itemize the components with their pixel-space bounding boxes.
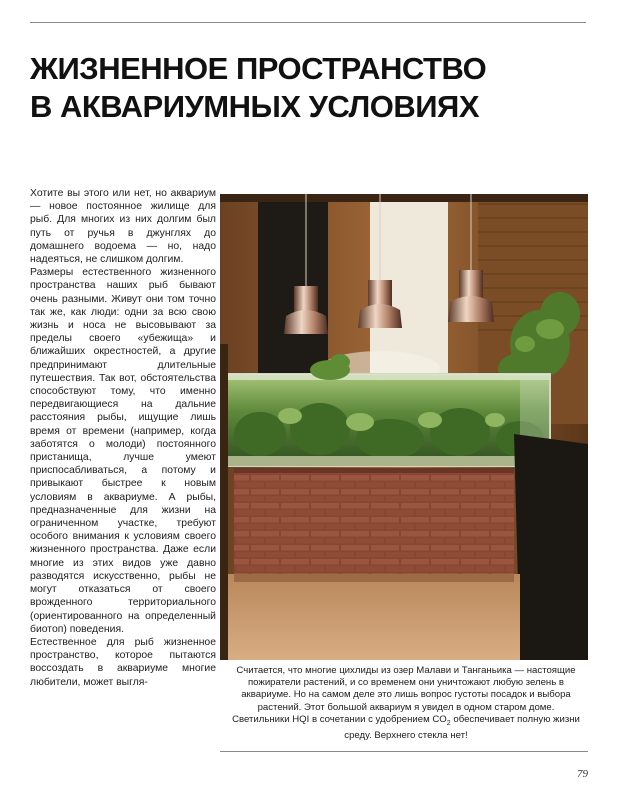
body-paragraph-2: Размеры естественного жизненного пространства наших рыб бывают очень разными. Живут они том точно так же, как люди: одни за всю свою жизнь и носа не высовывают за пределы своего «убежища» и ближайших окрестностей, а другие предпринимают длительные путешествия. Так вот, обстоятельства способствуют тому, что именно передвигающиеся на дальние расстояния рыбы, ищущие лишь время от времени (например, когда заботятся о молоди) постоянного пристанища, лучше умеют приспосабливаться, а потому и привыкают быстрее к новым условиям в аквариуме. А рыбы, предназначенные для жизни на ограниченном участке, требуют особого внимания к условиям своего жизненного пространства. Даже если многие из этих видов уже давно разводятся искусственно, рыбы не могут отказаться от своего врожденного территориального (ориентированного на определенный биотоп) поведения.	[30, 267, 216, 635]
page-title	[30, 50, 590, 126]
caption-subscript: 2	[446, 719, 451, 727]
title-line-1: ЖИЗНЕННОЕ ПРОСТРАНСТВО	[30, 51, 487, 86]
body-paragraph-1: Хотите вы этого или нет, но аквариум — новое постоянное жилище для рыб. Для многих из них долгим был путь от ручья в джунглях до домашнего водоема — но, надо надеяться, не слишком долгим.	[30, 188, 216, 266]
top-rule	[30, 22, 586, 23]
caption-text-2: обеспечивает полную жизни среду. Верхнего стекла нет!	[344, 713, 580, 741]
bottom-rule	[220, 751, 588, 752]
body-paragraph-3: Естественное для рыб жизненное пространство, которое пытаются воссоздать в аквариуме многие любители, может выгля-	[30, 636, 216, 688]
caption-text-1: Считается, что многие цихлиды из озер Малави и Танганьика — настоящие пожиратели растений, и со временем они уничтожают любую зелень в аквариуме. Но на самом деле это лишь вопрос густоты посадок и выбора растений. Этот большой аквариум я увидел в одном старом доме. Светильники HQI в сочетании с удобрением CO	[232, 665, 576, 725]
page-number: 79	[577, 768, 588, 780]
body-text-column	[30, 187, 216, 689]
photo-caption	[231, 665, 581, 742]
aquarium-photo	[220, 194, 588, 660]
title-line-2: В АКВАРИУМНЫХ УСЛОВИЯХ	[30, 89, 480, 124]
